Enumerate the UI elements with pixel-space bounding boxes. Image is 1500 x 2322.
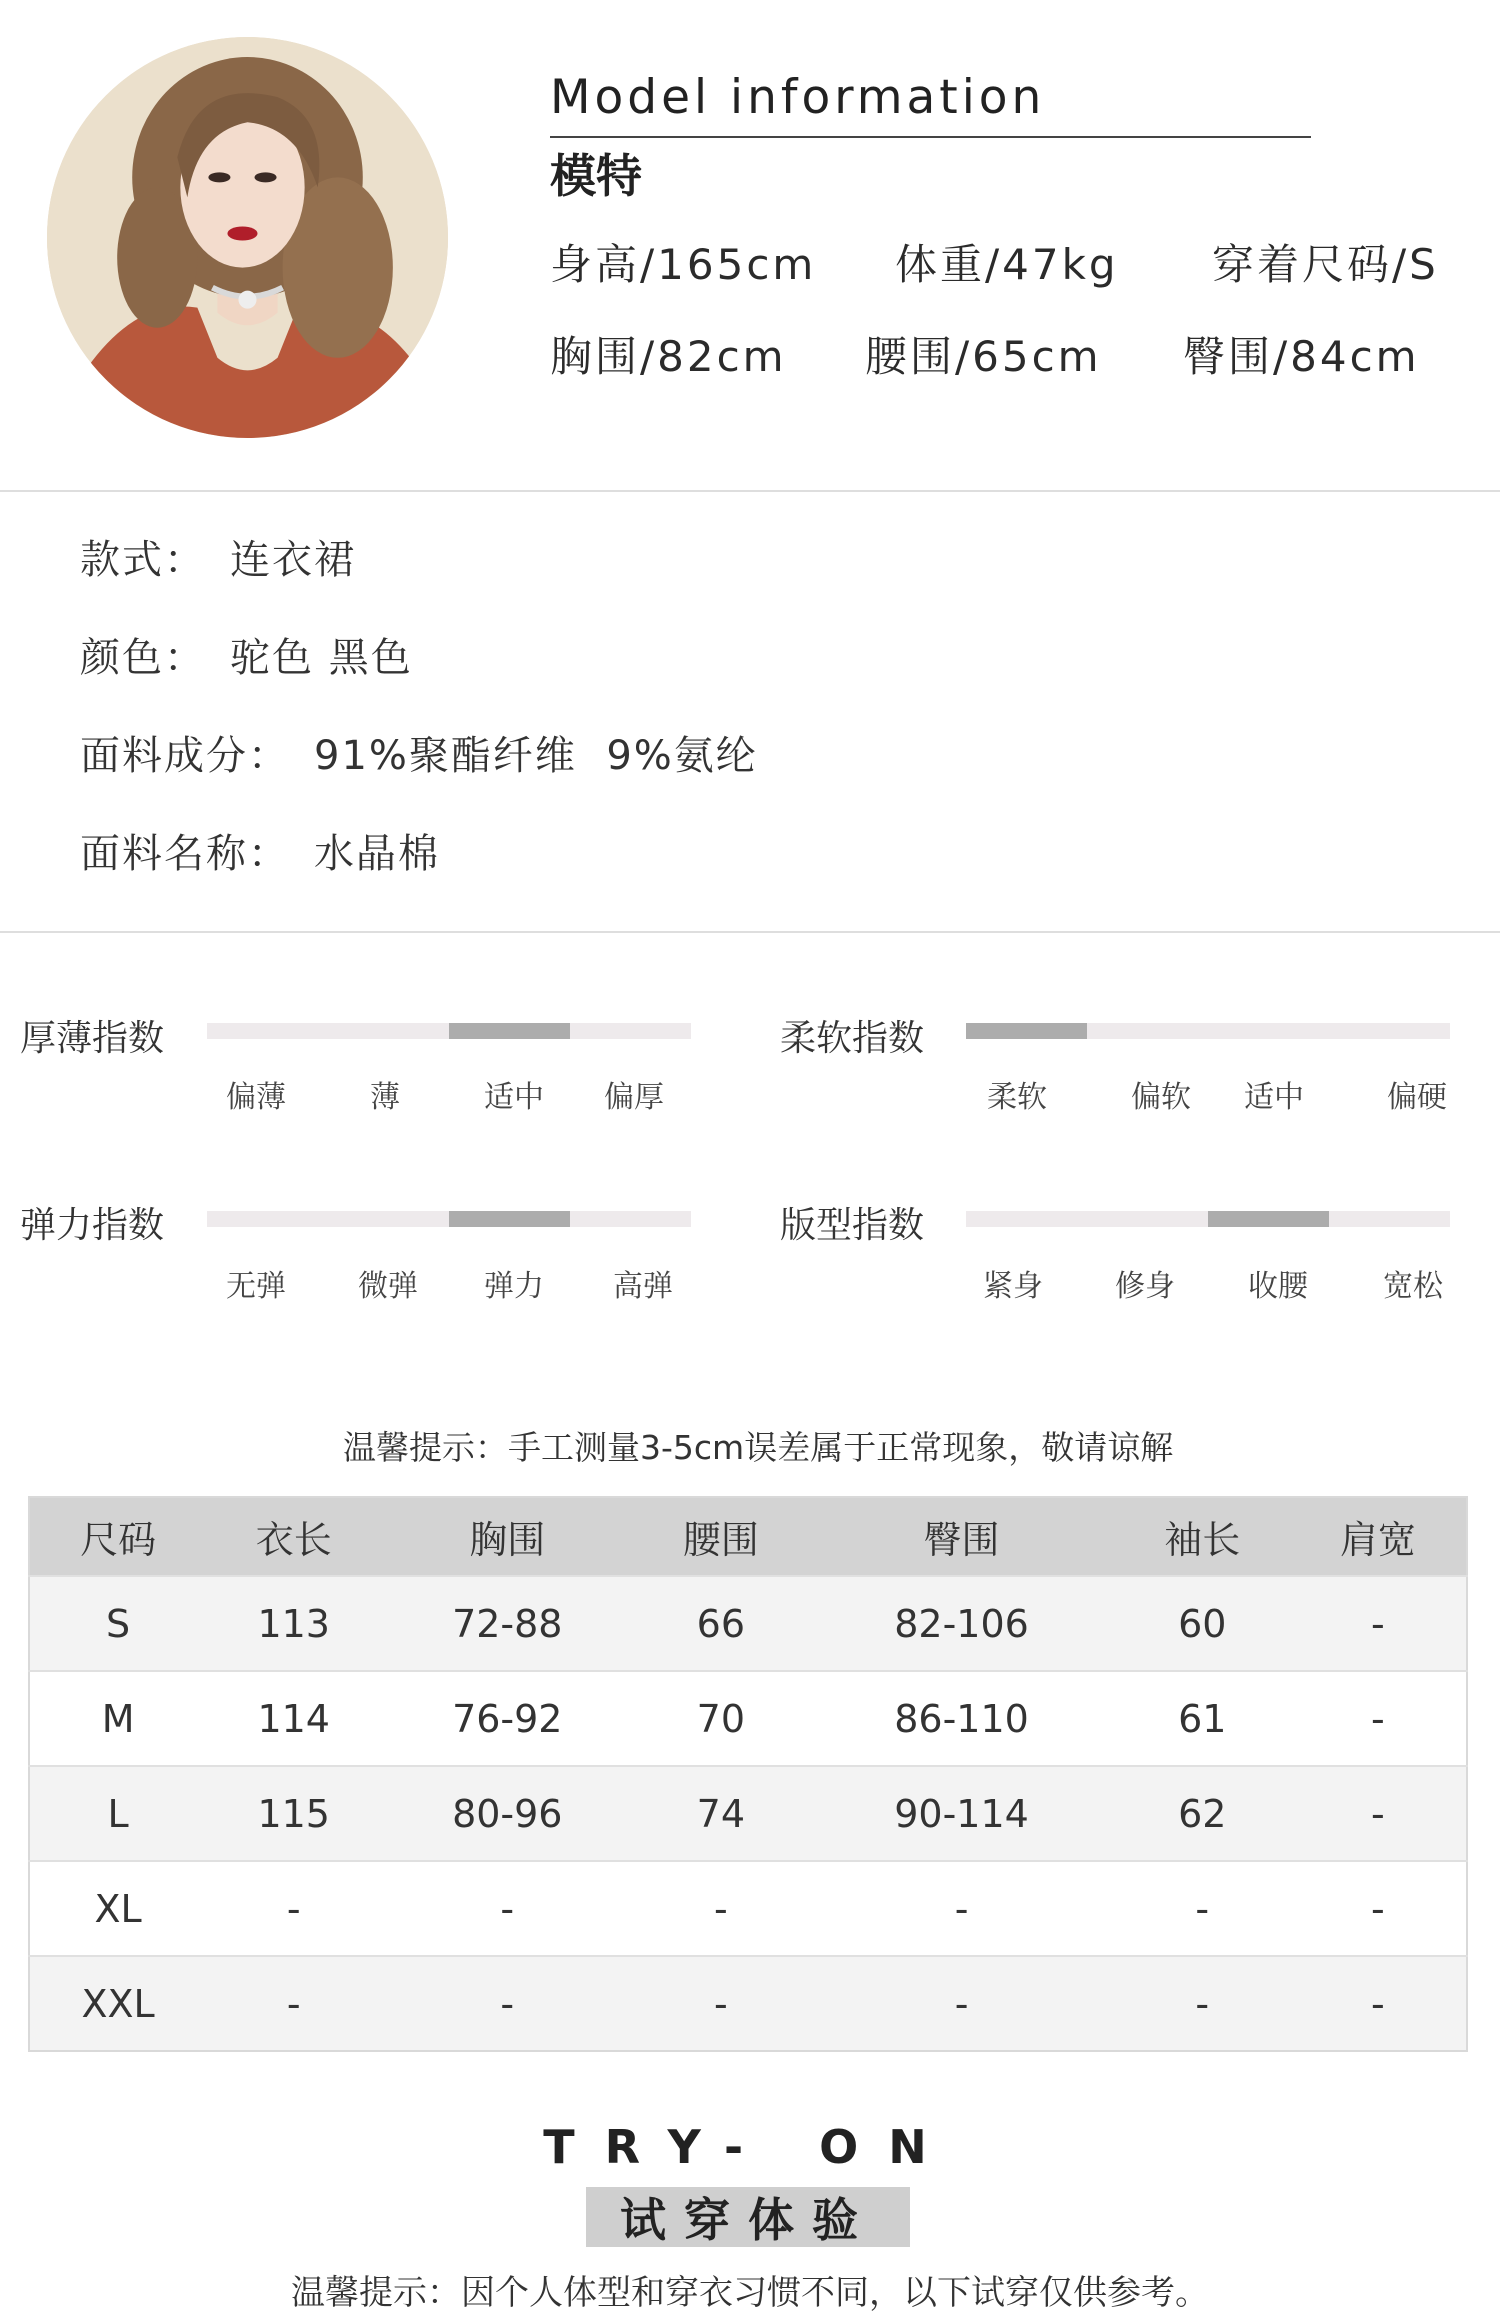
index-label-elasticity: 弹力指数 <box>20 1205 165 1246</box>
table-cell: L <box>29 1766 206 1861</box>
model-info-subtitle: 模特 <box>550 149 642 203</box>
table-cell: - <box>633 1956 808 2051</box>
table-row <box>29 1956 1467 2051</box>
table-row <box>29 1671 1467 1766</box>
index-option: 偏硬 <box>1387 1080 1447 1115</box>
try-on-badge <box>586 2187 910 2247</box>
index-marker <box>1208 1211 1329 1227</box>
index-option: 修身 <box>1115 1269 1175 1304</box>
table-cell: 82-106 <box>808 1576 1114 1671</box>
table-row <box>29 1576 1467 1671</box>
table-cell: 76-92 <box>381 1671 633 1766</box>
column-header: 尺码 <box>29 1497 206 1576</box>
table-cell: - <box>1290 1576 1467 1671</box>
table-cell: 74 <box>633 1766 808 1861</box>
table-cell: 72-88 <box>381 1576 633 1671</box>
spec-color <box>80 626 413 683</box>
table-cell: - <box>206 1861 381 1956</box>
table-cell: 70 <box>633 1671 808 1766</box>
index-label-softness: 柔软指数 <box>780 1018 925 1059</box>
model-height: 身高/165cm <box>550 240 817 289</box>
spec-label: 颜色： <box>80 635 206 681</box>
model-info-title: Model information <box>550 70 1046 125</box>
measurement-tip: 温馨提示：手工测量3-5cm误差属于正常现象，敬请谅解 <box>343 1428 1174 1467</box>
column-header: 肩宽 <box>1290 1497 1467 1576</box>
model-weight: 体重/47kg <box>895 240 1119 289</box>
index-option: 宽松 <box>1383 1269 1443 1304</box>
index-option: 高弹 <box>613 1269 673 1304</box>
spec-value: 水晶棉 <box>314 831 440 877</box>
index-option: 薄 <box>370 1080 400 1115</box>
spec-composition <box>80 724 758 781</box>
index-option: 无弹 <box>226 1269 286 1304</box>
model-photo <box>47 37 448 438</box>
table-cell: - <box>808 1956 1114 2051</box>
spec-value: 连衣裙 <box>230 537 356 583</box>
spec-label: 款式： <box>80 537 206 583</box>
index-track-fit <box>966 1211 1450 1227</box>
spec-label: 面料成分： <box>80 733 290 779</box>
index-marker <box>966 1023 1087 1039</box>
section-divider <box>0 490 1500 492</box>
index-option: 偏软 <box>1131 1080 1191 1115</box>
index-option: 适中 <box>1244 1080 1304 1115</box>
table-cell: 90-114 <box>808 1766 1114 1861</box>
table-cell: - <box>1115 1956 1290 2051</box>
table-cell: XXL <box>29 1956 206 2051</box>
table-cell: M <box>29 1671 206 1766</box>
index-option: 偏薄 <box>226 1080 286 1115</box>
try-on-tip: 温馨提示：因个人体型和穿衣习惯不同，以下试穿仅供参考。 <box>291 2273 1209 2313</box>
index-option: 偏厚 <box>604 1080 664 1115</box>
index-option: 微弹 <box>358 1269 418 1304</box>
index-track-softness <box>966 1023 1450 1039</box>
index-label-fit: 版型指数 <box>780 1205 925 1246</box>
model-waist: 腰围/65cm <box>865 332 1102 381</box>
column-header: 衣长 <box>206 1497 381 1576</box>
model-hip: 臀围/84cm <box>1183 332 1420 381</box>
table-cell: 113 <box>206 1576 381 1671</box>
table-cell: - <box>206 1956 381 2051</box>
table-cell: - <box>633 1861 808 1956</box>
index-option: 紧身 <box>983 1269 1043 1304</box>
index-option: 柔软 <box>987 1080 1047 1115</box>
table-cell: - <box>381 1956 633 2051</box>
table-cell: 114 <box>206 1671 381 1766</box>
title-underline <box>550 136 1311 138</box>
table-cell: 60 <box>1115 1576 1290 1671</box>
table-cell: 86-110 <box>808 1671 1114 1766</box>
section-divider <box>0 931 1500 933</box>
spec-style <box>80 528 356 585</box>
index-marker <box>449 1023 570 1039</box>
table-cell: 61 <box>1115 1671 1290 1766</box>
index-option: 弹力 <box>484 1269 544 1304</box>
spec-value: 驼色 黑色 <box>230 635 413 681</box>
table-cell: XL <box>29 1861 206 1956</box>
index-label-thickness: 厚薄指数 <box>20 1018 165 1059</box>
try-on-badge-label: 试穿体验 <box>620 2193 876 2247</box>
table-cell: 115 <box>206 1766 381 1861</box>
column-header: 臀围 <box>808 1497 1114 1576</box>
size-table <box>28 1496 1468 2052</box>
index-track-thickness <box>207 1023 691 1039</box>
table-header-row <box>29 1497 1467 1576</box>
table-cell: - <box>1290 1956 1467 2051</box>
column-header: 胸围 <box>381 1497 633 1576</box>
table-cell: - <box>1290 1671 1467 1766</box>
spec-value: 91%聚酯纤维 9%氨纶 <box>314 733 758 779</box>
column-header: 袖长 <box>1115 1497 1290 1576</box>
table-cell: - <box>1115 1861 1290 1956</box>
model-bust: 胸围/82cm <box>550 332 787 381</box>
table-cell: 66 <box>633 1576 808 1671</box>
spec-label: 面料名称： <box>80 831 290 877</box>
index-option: 收腰 <box>1248 1269 1308 1304</box>
table-row <box>29 1766 1467 1861</box>
table-row <box>29 1861 1467 1956</box>
model-size: 穿着尺码/S <box>1212 240 1439 289</box>
table-cell: S <box>29 1576 206 1671</box>
index-marker <box>449 1211 570 1227</box>
try-on-title: TRY- ON <box>543 2120 957 2174</box>
table-cell: - <box>381 1861 633 1956</box>
index-track-elasticity <box>207 1211 691 1227</box>
index-option: 适中 <box>484 1080 544 1115</box>
column-header: 腰围 <box>633 1497 808 1576</box>
table-cell: - <box>1290 1861 1467 1956</box>
spec-fabric-name <box>80 822 440 879</box>
table-cell: 62 <box>1115 1766 1290 1861</box>
table-cell: 80-96 <box>381 1766 633 1861</box>
table-cell: - <box>1290 1766 1467 1861</box>
table-cell: - <box>808 1861 1114 1956</box>
